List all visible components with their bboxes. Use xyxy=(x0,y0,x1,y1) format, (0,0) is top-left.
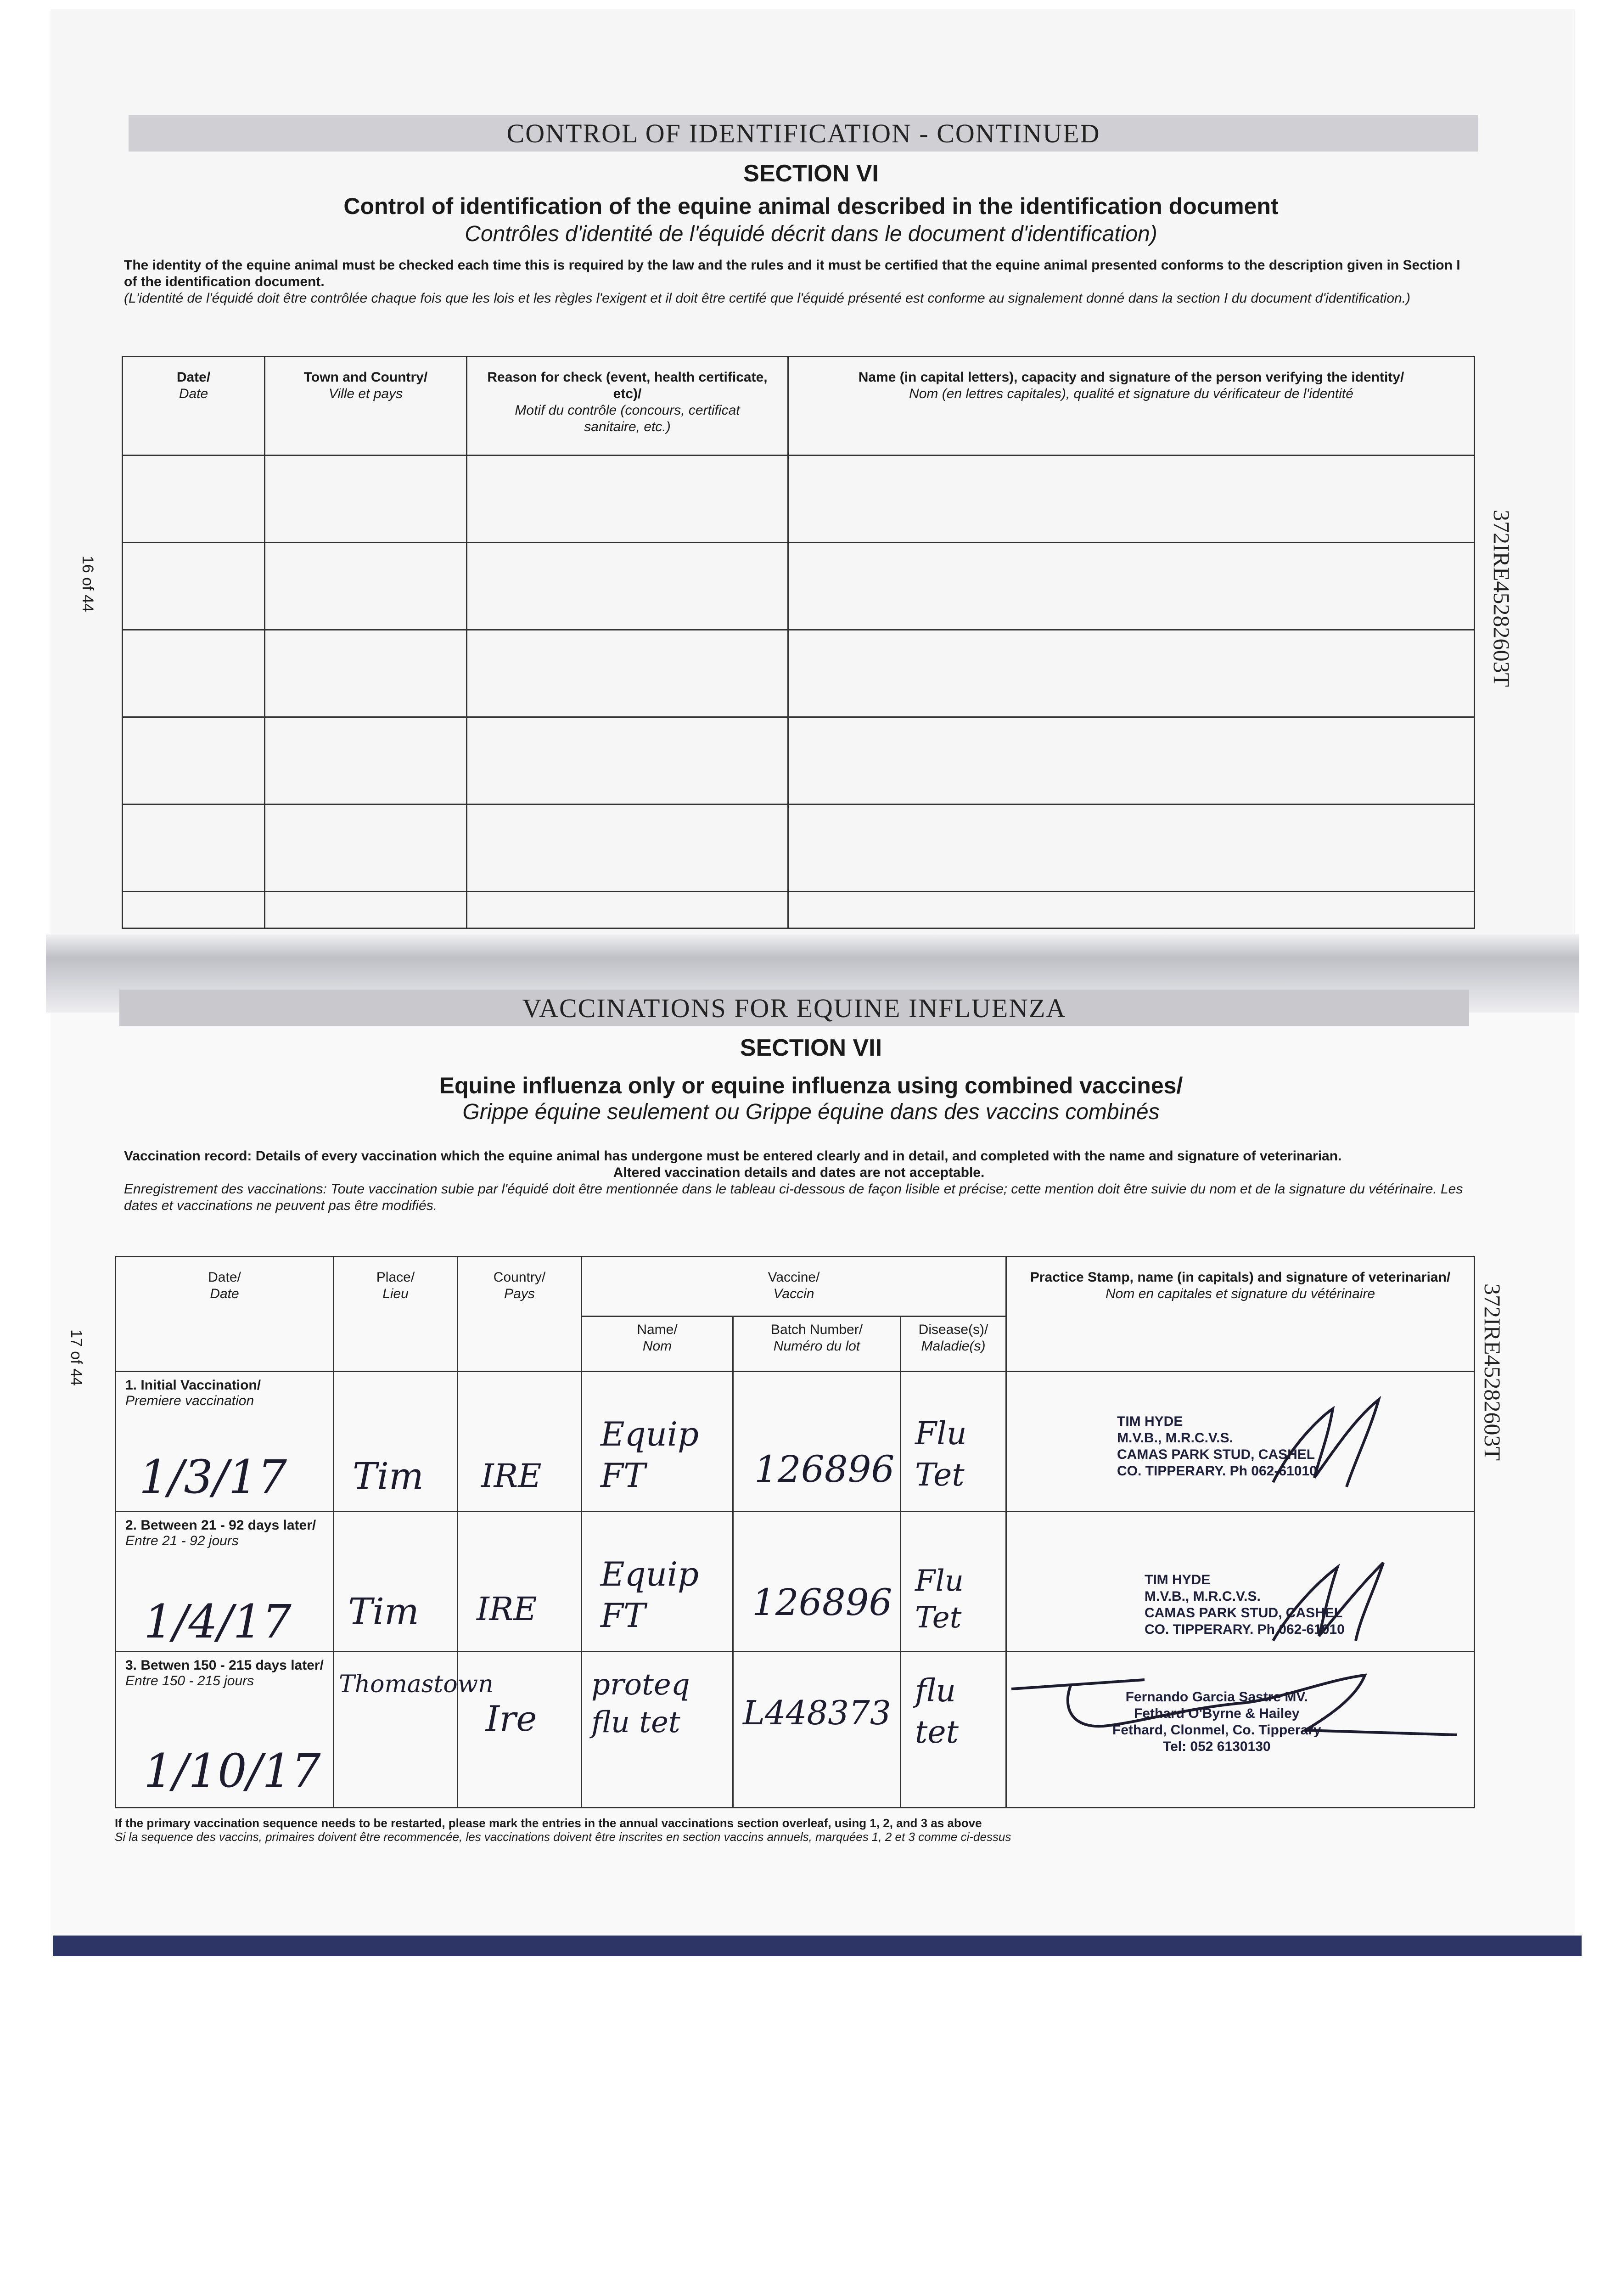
vet-signature xyxy=(1264,1553,1402,1650)
section6-title: Control of identification of the equine animal described in the identification document xyxy=(343,193,1279,219)
table-row xyxy=(116,1372,1475,1512)
section7-banner: VACCINATIONS FOR EQUINE INFLUENZA xyxy=(119,990,1469,1026)
vac-col-disease-en: Disease(s)/ xyxy=(918,1322,988,1337)
cover-edge xyxy=(53,1936,1582,1956)
vac-row2-label: 2. Between 21 - 92 days later/ xyxy=(125,1518,316,1533)
col-date-en: Date/ xyxy=(176,370,211,385)
vac-row3-stamp-cell xyxy=(1006,1652,1475,1808)
vac-row1-place: Tim xyxy=(353,1455,424,1497)
stamp-line: CAMAS PARK STUD, CASHEL xyxy=(1117,1447,1315,1462)
section6-title-fr: Contrôles d'identité de l'équidé décrit dans le document d'identification) xyxy=(465,222,1157,246)
vaccination-footnote xyxy=(115,1816,1474,1844)
vac-col-place-en: Place/ xyxy=(376,1270,415,1285)
table-row xyxy=(123,717,1475,805)
passport-id-top: 372IRE45282603T xyxy=(1489,510,1515,687)
vac-row2-disease: Flu Tet xyxy=(915,1564,964,1635)
vac-row3-vaccine: proteq flu tet xyxy=(591,1668,690,1739)
vac-col-stamp xyxy=(1006,1257,1475,1372)
vac-col-name-en: Name/ xyxy=(637,1322,678,1337)
table-row xyxy=(123,630,1475,717)
table-row xyxy=(123,543,1475,630)
vac-row3-place: Thomastown xyxy=(339,1671,494,1698)
record-text2: Altered vaccination details and dates are not acceptable. xyxy=(613,1165,985,1180)
vac-row2-vaccine: Equip FT xyxy=(601,1555,699,1635)
stamp-line: M.V.B., M.R.C.V.S. xyxy=(1117,1430,1233,1446)
stamp-line: TIM HYDE xyxy=(1145,1572,1211,1587)
vac-row3-date-cell xyxy=(116,1652,334,1808)
vac-row1-country: IRE xyxy=(481,1457,542,1495)
table-row xyxy=(116,1512,1475,1652)
vac-row2-date-cell xyxy=(116,1512,334,1652)
stamp-line: CO. TIPPERARY. Ph 062-61010 xyxy=(1117,1463,1317,1479)
vac-row2-stamp-cell xyxy=(1006,1512,1475,1652)
col-town-fr: Ville et pays xyxy=(328,386,403,401)
vac-col-place-fr: Lieu xyxy=(382,1286,409,1301)
section6-instruction-en: The identity of the equine animal must be checked each time this is required by the law and the rules and it must be certified that the equine animal presented conforms to the description given in Section I of the identification document. xyxy=(124,258,1460,289)
vac-row1-vaccine: Equip FT xyxy=(601,1415,699,1495)
section6-instructions xyxy=(124,257,1465,307)
vac-col-country xyxy=(458,1257,582,1372)
vac-col-disease xyxy=(901,1317,1006,1372)
col-town-header xyxy=(265,357,467,456)
col-name-en: Name (in capital letters), capacity and signature of the person verifying the identity/ xyxy=(858,370,1404,385)
record-text: Details of every vaccination which the equine animal has undergone must be entered clearly and in detail, and completed with the name and signature of veterinarian. xyxy=(255,1148,1342,1164)
col-reason-header xyxy=(467,357,788,456)
vac-col-batch-en: Batch Number/ xyxy=(770,1322,863,1337)
vac-col-country-fr: Pays xyxy=(504,1286,535,1301)
record-label: Vaccination record: xyxy=(124,1148,252,1164)
footnote-en: If the primary vaccination sequence needs to be restarted, please mark the entries in the annual vaccinations section overleaf, using 1, 2, and 3 as above xyxy=(115,1816,982,1830)
vac-row1-disease: Flu Tet xyxy=(915,1416,967,1493)
passport-id-bottom: 372IRE45282603T xyxy=(1480,1283,1505,1461)
table-row xyxy=(116,1652,1475,1808)
stamp-line: Tel: 052 6130130 xyxy=(1162,1739,1271,1754)
vac-col-stamp-fr: Nom en capitales et signature du vétérinaire xyxy=(1106,1286,1375,1301)
vac-col-place xyxy=(334,1257,458,1372)
table-row xyxy=(123,892,1475,929)
vac-row2-date: 1/4/17 xyxy=(144,1595,292,1649)
vac-col-vaccine-fr: Vaccin xyxy=(773,1286,814,1301)
vac-row3-disease: flu tet xyxy=(915,1673,959,1750)
col-name-header xyxy=(788,357,1475,456)
vet-signature xyxy=(1264,1390,1402,1496)
vac-row2-label-fr: Entre 21 - 92 jours xyxy=(125,1533,239,1548)
section7-title: Equine influenza only or equine influenza using combined vaccines/ xyxy=(439,1073,1183,1098)
stamp-line: CO. TIPPERARY. Ph 062-61010 xyxy=(1145,1622,1345,1637)
vac-row1-stamp-cell xyxy=(1006,1372,1475,1512)
col-reason-fr: Motif du contrôle (concours, certificat sanitaire, etc.) xyxy=(515,403,740,434)
section6-banner: CONTROL OF IDENTIFICATION - CONTINUED xyxy=(129,115,1478,152)
section6-heading: SECTION VI xyxy=(743,160,879,187)
section7-title-fr: Grippe équine seulement ou Grippe équine dans des vaccins combinés xyxy=(462,1100,1160,1124)
vac-row1-date-cell xyxy=(116,1372,334,1512)
col-reason-en: Reason for check (event, health certificate, etc)/ xyxy=(487,370,768,401)
vac-row1-label: 1. Initial Vaccination/ xyxy=(125,1378,261,1393)
stamp-line: CAMAS PARK STUD, CASHEL xyxy=(1145,1605,1343,1621)
vac-col-disease-fr: Maladie(s) xyxy=(921,1339,986,1354)
vac-row3-batch: L448373 xyxy=(743,1694,891,1732)
vac-row3-label: 3. Betwen 150 - 215 days later/ xyxy=(125,1658,324,1673)
stamp-line: M.V.B., M.R.C.V.S. xyxy=(1145,1589,1261,1604)
vac-col-name-fr: Nom xyxy=(642,1339,672,1354)
vet-signature xyxy=(1007,1661,1470,1753)
vac-col-name xyxy=(582,1317,733,1372)
record-text-fr: Enregistrement des vaccinations: Toute vaccination subie par l'équidé doit être mentionnée dans le tableau ci-dessous de façon lisible et précise; cette mention doit être suivie du nom et de la signature du vétérinaire. Les dates et vaccinations ne peuvent pas être modifiés. xyxy=(124,1182,1463,1213)
col-town-en: Town and Country/ xyxy=(303,370,428,385)
vac-row1-date: 1/3/17 xyxy=(139,1450,287,1504)
vac-row3-label-fr: Entre 150 - 215 jours xyxy=(125,1673,254,1688)
vac-col-stamp-en: Practice Stamp, name (in capitals) and signature of veterinarian/ xyxy=(1030,1270,1451,1285)
stamp-line: Fethard, Clonmel, Co. Tipperary xyxy=(1112,1722,1321,1738)
vac-col-batch-fr: Numéro du lot xyxy=(773,1339,860,1354)
vac-row2-place: Tim xyxy=(348,1590,419,1633)
vac-row3-country: Ire xyxy=(486,1698,537,1739)
col-name-fr: Nom (en lettres capitales), qualité et signature du vérificateur de l'identité xyxy=(909,386,1353,401)
vac-row1-label-fr: Premiere vaccination xyxy=(125,1393,254,1408)
vac-col-vaccine xyxy=(582,1257,1006,1317)
col-date-fr: Date xyxy=(179,386,208,401)
stamp-line: Fethard O'Byrne & Hailey xyxy=(1134,1706,1300,1721)
vac-col-date-en: Date/ xyxy=(208,1270,241,1285)
footnote-fr: Si la sequence des vaccins, primaires doivent être recommencée, les vaccinations doivent être inscrites en section vaccins annuels, marquées 1, 2 et 3 comme ci-dessus xyxy=(115,1830,1011,1844)
vac-row3-date: 1/10/17 xyxy=(144,1744,321,1798)
section7-heading: SECTION VII xyxy=(740,1035,882,1061)
vac-col-date-fr: Date xyxy=(210,1286,239,1301)
vac-col-country-en: Country/ xyxy=(493,1270,546,1285)
col-date-header xyxy=(123,357,265,456)
identification-check-table xyxy=(122,356,1475,929)
stamp-line: Fernando Garcia Sastre MV. xyxy=(1125,1689,1308,1705)
stamp-line: TIM HYDE xyxy=(1117,1414,1183,1429)
table-row xyxy=(123,456,1475,543)
vac-row2-country: IRE xyxy=(477,1590,537,1628)
page-number-16: 16 of 44 xyxy=(79,556,96,612)
table-row xyxy=(123,805,1475,892)
vac-row2-batch: 126896 xyxy=(752,1581,892,1624)
vaccination-table xyxy=(115,1256,1475,1808)
vac-col-date xyxy=(116,1257,334,1372)
section6-instruction-fr: (L'identité de l'équidé doit être contrôlée chaque fois que les lois et les règles l'exigent et il doit être certifé que l'équidé présenté est conforme au signalement donné dans la section I du document d'identification.) xyxy=(124,291,1411,306)
vac-row1-batch: 126896 xyxy=(754,1448,895,1491)
vac-col-vaccine-en: Vaccine/ xyxy=(768,1270,820,1285)
page-number-17: 17 of 44 xyxy=(67,1329,85,1386)
section7-instructions xyxy=(124,1148,1474,1214)
vac-col-batch xyxy=(733,1317,901,1372)
